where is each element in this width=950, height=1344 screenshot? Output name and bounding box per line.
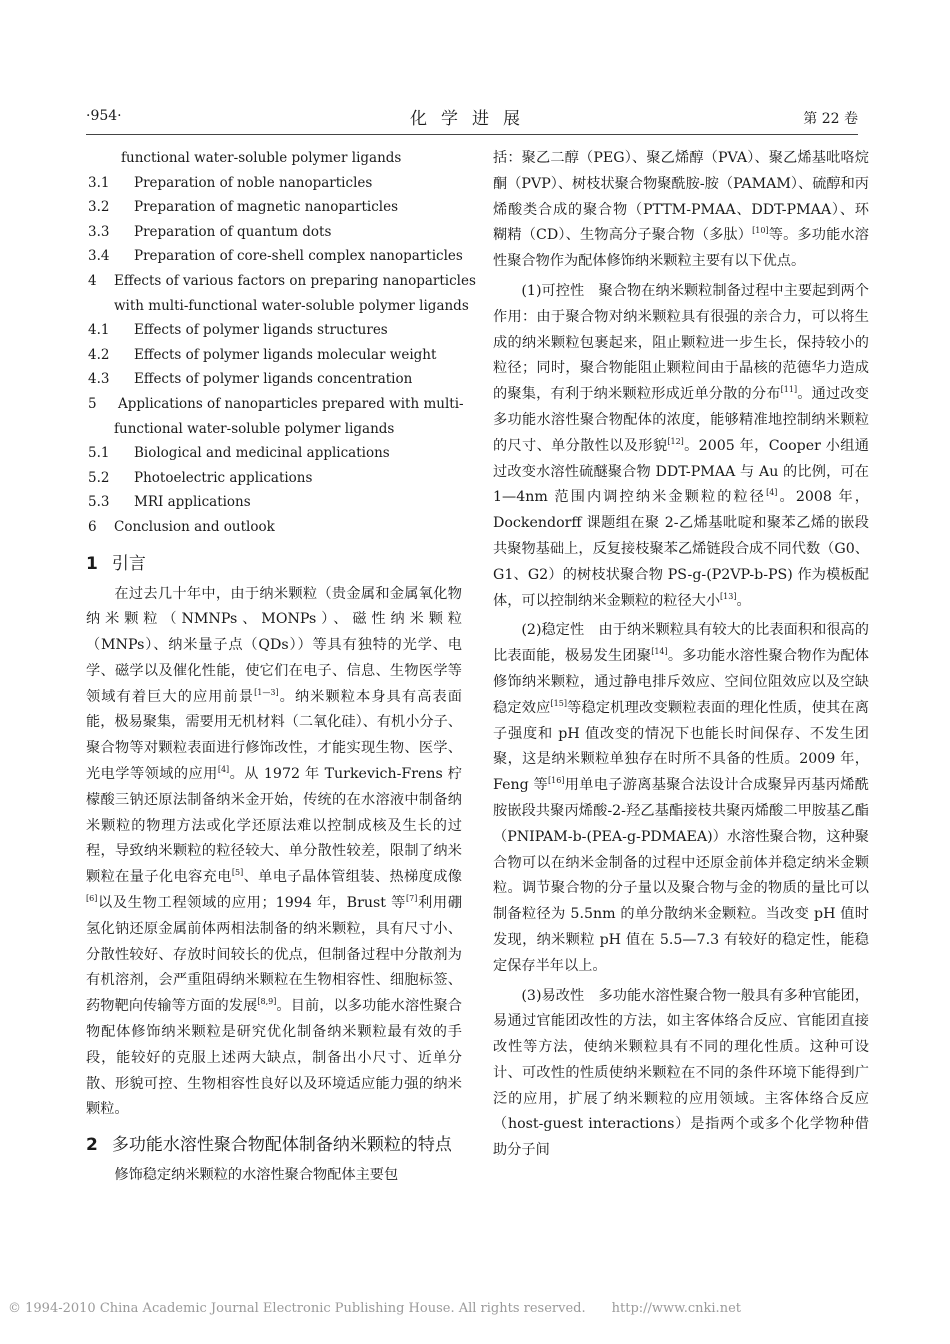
section2-intro-continued: 括：聚乙二醇（PEG）、聚乙烯醇（PVA）、聚乙烯基吡咯烷酮（PVP）、树枝状聚合物聚酰胺-胺（PAMAM）、硫醇和丙烯酸类合成的聚合物（PTTM-PMAA、DDT-PMAA）、环糊精（CD）、生物高分子聚合物（多肽）[10]等。多功能水溶性聚合物作为配体修饰纳米颗粒主要有以下优点。 <box>493 150 869 270</box>
toc-line: 3.3 Preparation of quantum dots <box>88 223 332 240</box>
toc-line: 4.2 Effects of polymer ligands molecular weight <box>88 346 437 363</box>
right-column <box>493 146 869 1164</box>
toc-line: 3.4 Preparation of core-shell complex nanoparticles <box>88 248 463 265</box>
stability-paragraph: (2)稳定性 由于纳米颗粒具有较大的比表面积和很高的比表面能，极易发生团聚[14]。多功能水溶性聚合物作为配体修饰纳米颗粒，通过静电排斥效应、空间位阻效应以及空缺稳定效应[15]等稳定机理改变颗粒表面的理化性质，使其在离子强度和 pH 值改变的情况下也能长时间保存、不发生团聚，这是纳米颗粒单独存在时所不具备的性质。2009 年，Feng 等[16]用单电子游离基聚合法设计合成聚异丙基丙烯酰胺嵌段共聚丙烯酸-2-羟乙基酯接枝共聚丙烯酸二甲胺基乙酯（PNIPAM-b-(PEA-g-PDMAEA)）水溶性聚合物，这种聚合物可以在纳米金制备的过程中还原金前体并稳定纳米金颗粒。调节聚合物的分子量以及聚合物与金的物质的量比可以制备粒径为 5.5nm 的单分散纳米金颗粒。当改变 pH 值时发现，纳米颗粒 pH 值在 5.5—7.3 有较好的稳定性，能稳定保存半年以上。 <box>493 622 869 974</box>
journal-title: 化学进展 <box>410 109 534 129</box>
toc-line: 3.1 Preparation of noble nanoparticles <box>88 174 373 191</box>
toc-line: 4.3 Effects of polymer ligands concentration <box>88 371 413 388</box>
volume-label: 第 22 卷 <box>803 111 858 127</box>
toc-line: 5.1 Biological and medicinal applications <box>88 445 390 462</box>
page-number: ·954· <box>86 108 122 124</box>
toc-line: 4.1 Effects of polymer ligands structures <box>88 322 388 339</box>
toc-line: 5.2 Photoelectric applications <box>88 469 313 486</box>
copyright-footer: © 1994-2010 China Academic Journal Electronic Publishing House. All rights reserved. http://www.cnki.net <box>8 1301 741 1316</box>
intro-paragraph: 在过去几十年中，由于纳米颗粒（贵金属和金属氧化物纳米颗粒（NMNPs、MONPs）、磁性纳米颗粒（MNPs）、纳米量子点（QDs））等具有独特的光学、电学、磁学以及催化性能，使它们在电子、信息、生物医学等领域有着巨大的应用前景[1—3]。纳米颗粒本身具有高表面能，极易聚集，需要用无机材料（二氧化硅）、有机小分子、聚合物等对颗粒表面进行修饰改性，才能实现生物、医学、光电学等领域的应用[4]。从 1972 年 Turkevich-Frens 柠檬酸三钠还原法制备纳米金开始，传统的在水溶液中制备纳米颗粒的物理方法或化学还原法难以控制成核及生长的过程，导致纳米颗粒的粒径较大、单分散性较差，限制了纳米颗粒在量子化电容充电[5]、单电子晶体管组装、热梯度成像[6]以及生物工程领域的应用；1994 年，Brust 等[7]利用硼氢化钠还原金属前体两相法制备的纳米颗粒，具有尺寸小、分散性较好、存放时间较长的优点，但制备过程中分散剂为有机溶剂，会严重阻碍纳米颗粒在生物相容性、细胞标签、药物靶向传输等方面的发展[8,9]。目前，以多功能水溶性聚合物配体修饰纳米颗粒是研究优化制备纳米颗粒最有效的手段，能较好的克服上述两大缺点，制备出小尺寸、近单分散、形貌可控、生物相容性良好以及环境适应能力强的纳米颗粒。 <box>86 585 462 1118</box>
left-column <box>86 146 476 1189</box>
controllability-paragraph: (1)可控性 聚合物在纳米颗粒制备过程中主要起到两个作用：由于聚合物对纳米颗粒具有很强的亲合力，可以将生成的纳米颗粒包裹起来，阻止颗粒进一步生长，保持较小的粒径；同时，聚合物能阻止颗粒间由于晶核的范德华力造成的聚集，有利于纳米颗粒形成近单分散的分布[11]。通过改变多功能水溶性聚合物配体的浓度，能够精准地控制纳米颗粒的尺寸、单分散性以及形貌[12]。2005 年，Cooper 小组通过改变水溶性硫醚聚合物 DDT-PMAA 与 Au 的比例，可在 1—4nm 范围内调控纳米金颗粒的粒径[4]。2008 年，Dockendorff 课题组在聚 2-乙烯基吡啶和聚苯乙烯的嵌段共聚物基础上，反复接枝聚苯乙烯链段合成不同代数（G0、G1、G2）的树枝状聚合物 PS-g-(P2VP-b-PS) 作为模板配体，可以控制纳米金颗粒的粒径大小[13]。 <box>493 282 869 609</box>
table-of-contents <box>86 146 476 540</box>
section-heading-2: 2 多功能水溶性聚合物配体制备纳米颗粒的特点 <box>86 1135 452 1156</box>
toc-line: 4 Effects of various factors on preparing nanoparticles <box>88 272 476 289</box>
header-rule <box>86 134 858 135</box>
modifiability-paragraph: (3)易改性 多功能水溶性聚合物一般具有多种官能团，易通过官能团改性的方法，如主客体络合反应、官能团直接改性等方法，使纳米颗粒具有不同的理化性质。这种可设计、可改性的性质使纳米颗粒在不同的条件环境下能得到广泛的应用，扩展了纳米颗粒的应用领域。主客体络合反应（host-guest interactions）是指两个或多个化学物种借助分子间 <box>493 987 869 1159</box>
toc-line: 5.3 MRI applications <box>88 494 251 511</box>
toc-line: with multi-functional water-soluble polymer ligands <box>114 297 469 314</box>
section2-intro-start: 修饰稳定纳米颗粒的水溶性聚合物配体主要包 <box>114 1167 399 1184</box>
section-heading-1: 1 引言 <box>86 553 146 574</box>
toc-line: functional water-soluble polymer ligands <box>121 150 402 166</box>
toc-line: 5 Applications of nanoparticles prepared with multi- <box>88 395 464 412</box>
toc-line: functional water-soluble polymer ligands <box>114 420 395 437</box>
toc-line: 3.2 Preparation of magnetic nanoparticles <box>88 199 399 216</box>
running-header <box>86 104 858 130</box>
toc-line: 6 Conclusion and outlook <box>88 518 275 535</box>
